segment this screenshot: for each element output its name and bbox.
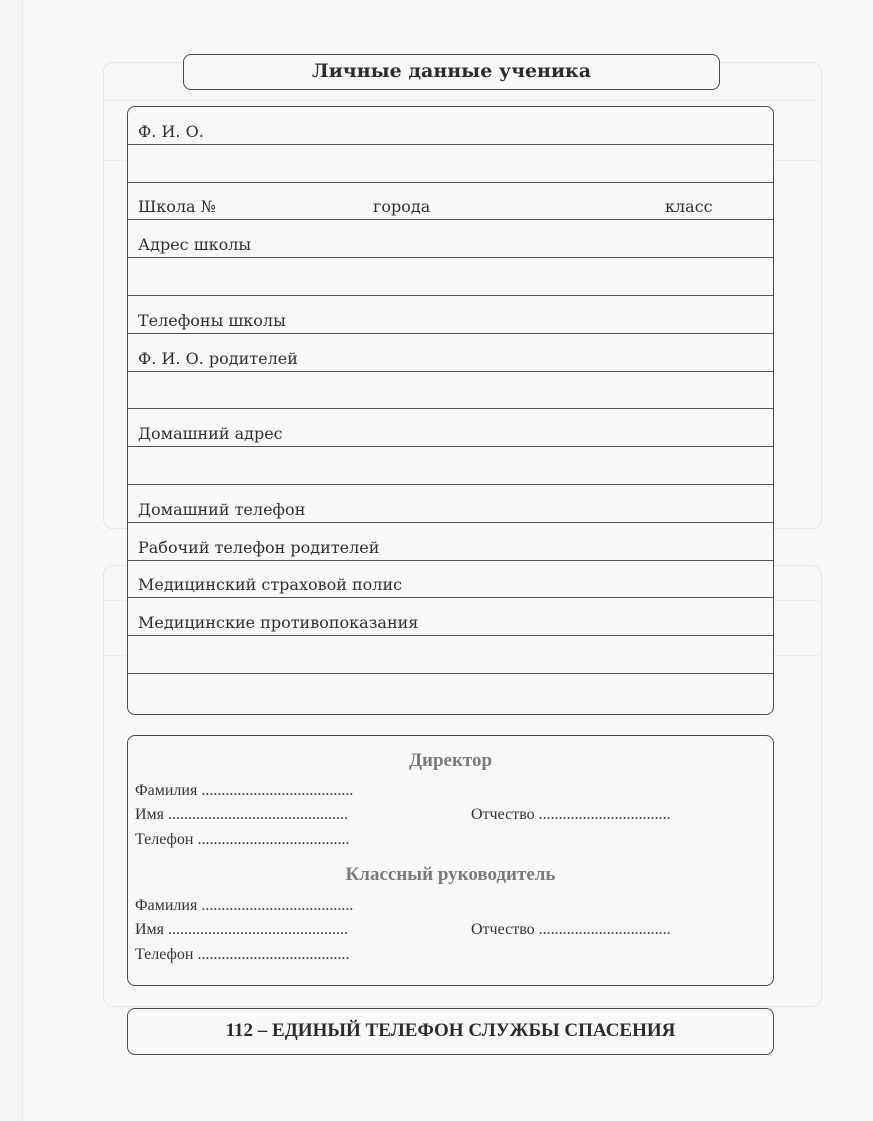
director-patronymic-field[interactable]: Отчество ................................. <box>471 806 671 823</box>
form-row-school[interactable] <box>128 183 773 221</box>
school-number-label: Школа № <box>138 197 216 217</box>
parents-name-label: Ф. И. О. родителей <box>138 348 298 368</box>
form-row-blank[interactable] <box>128 258 773 296</box>
teacher-patronymic-field[interactable]: Отчество ................................. <box>471 921 671 938</box>
form-row-school-phones[interactable] <box>128 296 773 334</box>
teacher-name-field[interactable]: Имя ............................................. <box>135 921 349 938</box>
emergency-box <box>127 1008 774 1055</box>
form-row-blank[interactable] <box>128 674 773 712</box>
form-row-parents-work-phone[interactable] <box>128 523 773 561</box>
emergency-number-text: 112 – ЕДИНЫЙ ТЕЛЕФОН СЛУЖБЫ СПАСЕНИЯ <box>225 1020 676 1041</box>
director-surname-field[interactable]: Фамилия ...................................... <box>135 782 354 799</box>
full-name-label: Ф. И. О. <box>138 121 204 141</box>
form-row-blank[interactable] <box>128 447 773 485</box>
school-city-label: города <box>373 197 431 217</box>
form-row-contraindications[interactable] <box>128 598 773 636</box>
form-row-home-address[interactable] <box>128 409 773 447</box>
teacher-phone-field[interactable]: Телефон ...................................... <box>135 946 350 963</box>
class-teacher-heading: Классный руководитель <box>345 864 556 885</box>
form-row-insurance-policy[interactable] <box>128 561 773 599</box>
form-row-parents-name[interactable] <box>128 334 773 372</box>
page-title: Личные данные ученика <box>311 60 592 82</box>
insurance-policy-label: Медицинский страховой полис <box>138 575 403 595</box>
teacher-surname-field[interactable]: Фамилия ...................................... <box>135 897 354 914</box>
contraindications-label: Медицинские противопоказания <box>138 613 419 633</box>
form-row-blank[interactable] <box>128 636 773 674</box>
parents-work-phone-label: Рабочий телефон родителей <box>138 537 380 557</box>
director-heading: Директор <box>408 750 493 771</box>
staff-contacts-box <box>127 735 774 986</box>
bleed-through-rule <box>103 100 820 101</box>
form-row-school-address[interactable] <box>128 220 773 258</box>
home-phone-label: Домашний телефон <box>138 499 306 519</box>
title-box <box>183 54 720 90</box>
school-address-label: Адрес школы <box>138 235 252 255</box>
home-address-label: Домашний адрес <box>138 424 283 444</box>
form-row-blank[interactable] <box>128 145 773 183</box>
personal-data-form <box>127 106 774 715</box>
form-row-blank[interactable] <box>128 372 773 410</box>
form-row-home-phone[interactable] <box>128 485 773 523</box>
school-class-label: класс <box>665 197 713 217</box>
director-name-field[interactable]: Имя ............................................. <box>135 806 349 823</box>
school-phones-label: Телефоны школы <box>138 310 286 330</box>
form-row-full-name[interactable] <box>128 107 773 145</box>
director-phone-field[interactable]: Телефон ...................................... <box>135 831 350 848</box>
